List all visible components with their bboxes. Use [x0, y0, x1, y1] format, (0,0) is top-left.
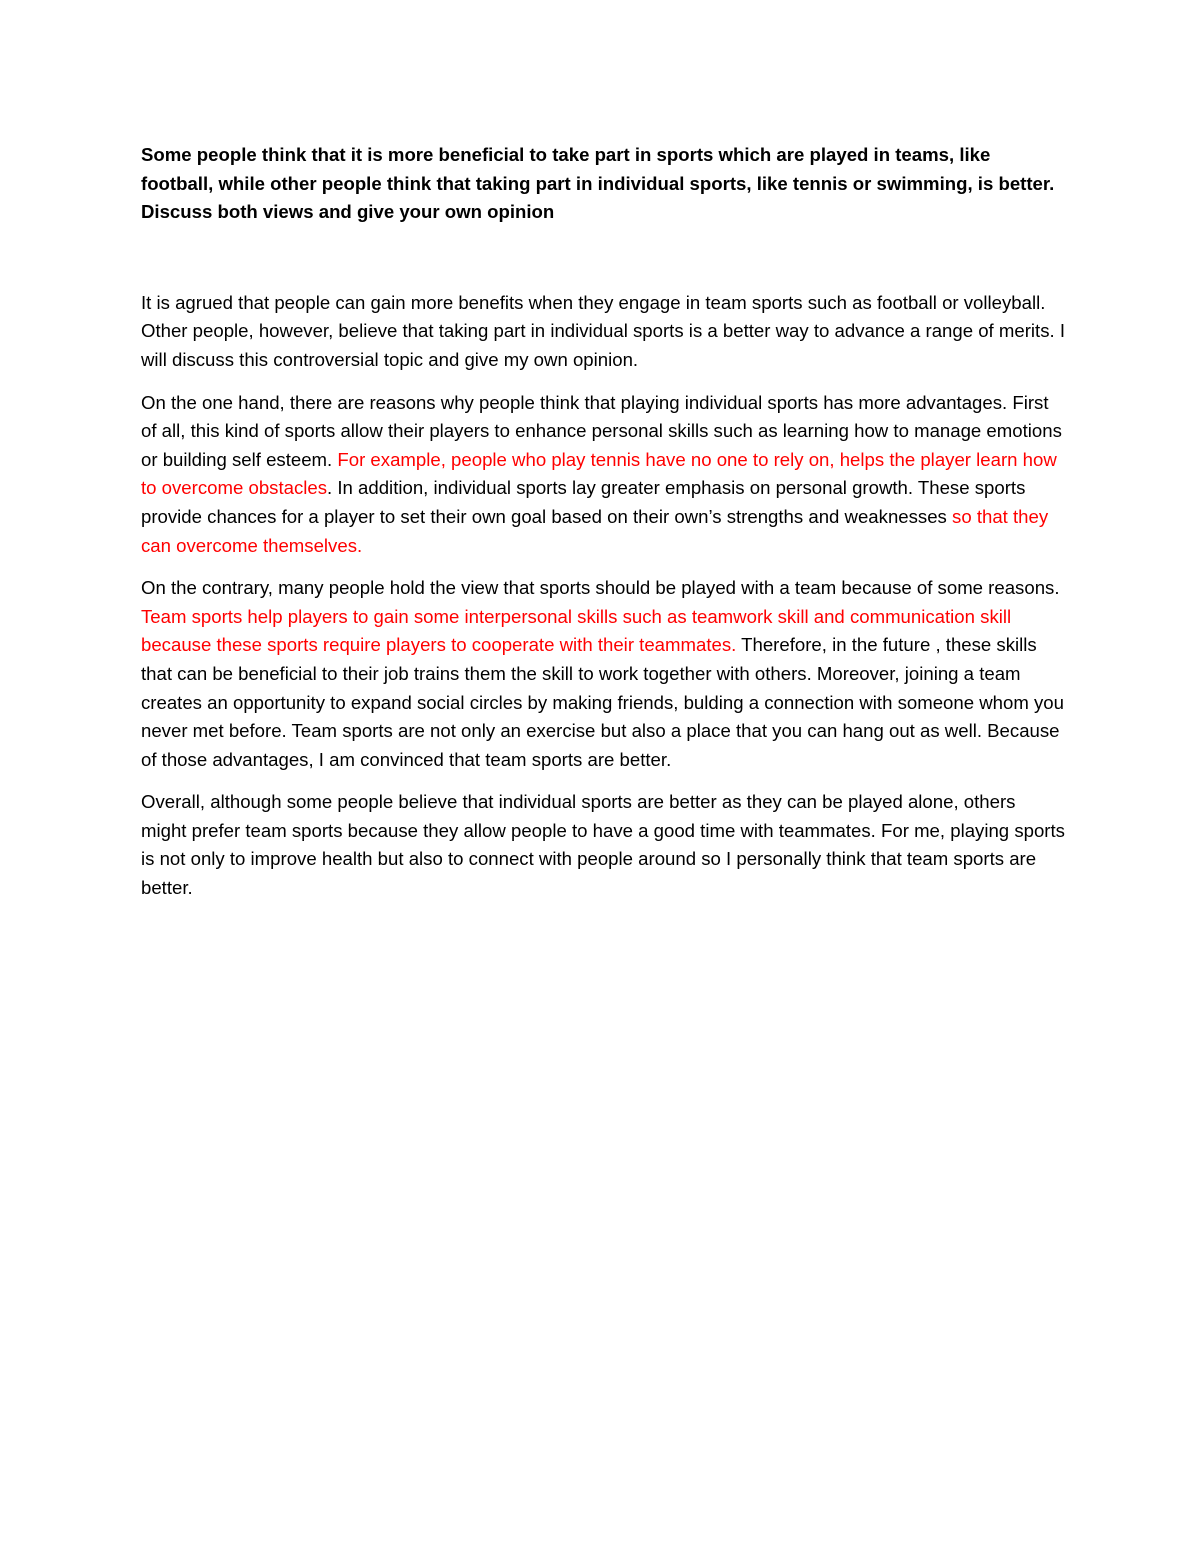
highlighted-text: so that they can overcome themselves.: [141, 505, 1049, 556]
paragraph-text: On the one hand, there are reasons why people think that playing individual sports has more advantages. First of all, this kind of sports allow their players to enhance personal skills such as learning how to manage emotions or building self esteem.: [141, 391, 1062, 470]
essay-body: [141, 141, 1066, 917]
paragraph-conclusion: [141, 788, 1066, 902]
highlighted-text: For example, people who play tennis have no one to rely on, helps the player learn how to overcome obstacles: [141, 448, 1057, 499]
paragraph-team-sports: [141, 574, 1066, 774]
paragraph-text: It is agrued that people can gain more benefits when they engage in team sports such as football or volleyball. Other people, however, believe that taking part in individual sports is a better way to advance a range of merits. I will discuss this controversial topic and give my own opinion.: [141, 291, 1066, 370]
paragraph-text: Overall, although some people believe that individual sports are better as they can be played alone, others might prefer team sports because they allow people to have a good time with teammates. For me, playing sports is not only to improve health but also to connect with people around so I personally think that team sports are better.: [141, 791, 1065, 899]
paragraph-introduction: [141, 289, 1066, 375]
highlighted-text: Team sports help players to gain some interpersonal skills such as teamwork skill and communication skill because these sports require players to cooperate with their teammates.: [141, 605, 1012, 656]
essay-prompt: Some people think that it is more beneficial to take part in sports which are played in teams, like football, while other people think that taking part in individual sports, like tennis or swimming, is better. Discuss both views and give your own opinion: [141, 144, 1055, 223]
paragraph-text: On the contrary, many people hold the view that sports should be played with a team because of some reasons.: [141, 577, 1060, 599]
paragraph-text: Therefore, in the future , these skills that can be beneficial to their job trains them the skill to work together with others. Moreover, joining a team creates an opportunity to expand social circles by making friends, bulding a connection with someone whom you never met before. Team sports are not only an exercise but also a place that you can hang out as well. Because of those advantages, I am convinced that team sports are better.: [141, 634, 1064, 770]
paragraph-text: . In addition, individual sports lay greater emphasis on personal growth. These sports provide chances for a player to set their own goal based on their own’s strengths and weaknesses: [141, 477, 1026, 527]
paragraph-individual-sports: [141, 389, 1066, 561]
